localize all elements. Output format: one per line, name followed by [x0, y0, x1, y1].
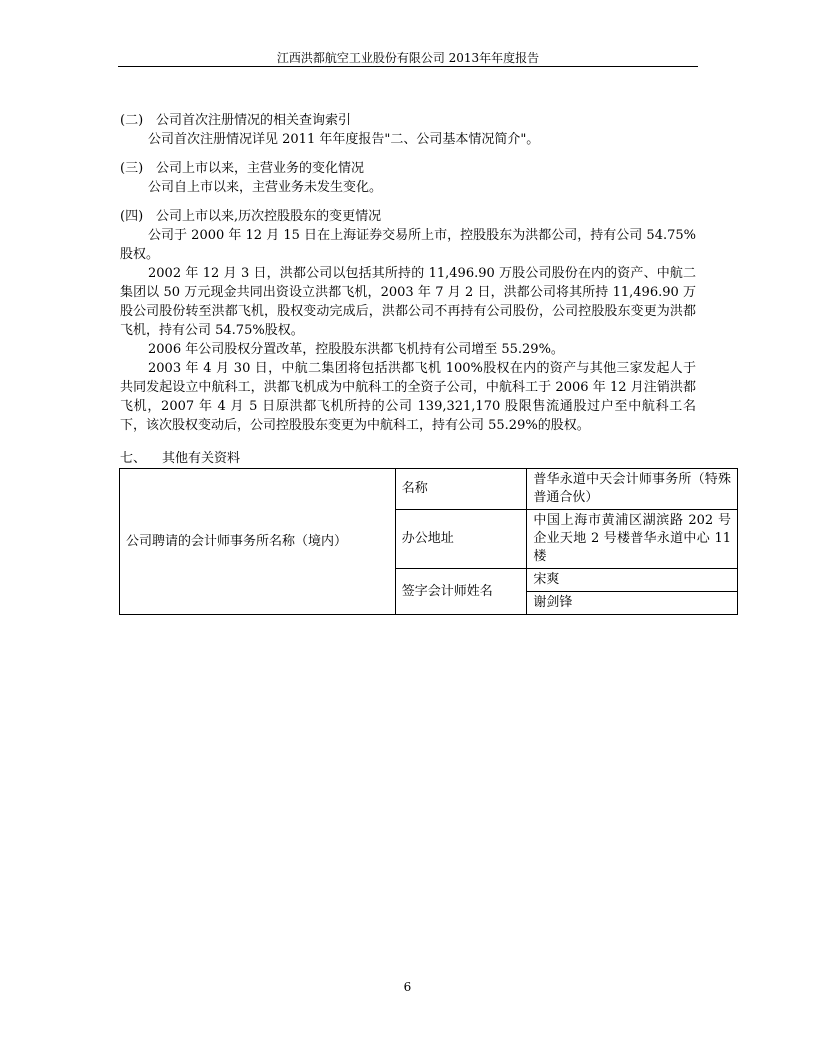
section-2: [120, 111, 696, 149]
section-3-body: 公司自上市以来，主营业务未发生变化。: [148, 180, 383, 195]
page-header: 江西洪都航空工业股份有限公司 2013年年度报告: [276, 51, 540, 65]
page-number: 6: [403, 980, 412, 994]
section-3: [120, 159, 696, 197]
signing-accountant-1: 宋爽: [527, 569, 738, 592]
section-4-paragraph-3: 2006 年公司股权分置改革，控股股东洪都飞机持有公司增至 55.29%。: [148, 342, 564, 357]
section-4-number: (四): [120, 209, 144, 224]
section-4: [120, 207, 696, 435]
document-body: [120, 111, 696, 468]
section-2-heading: 公司首次注册情况的相关查询索引: [156, 113, 352, 128]
office-address-label: 办公地址: [395, 510, 527, 569]
section-4-paragraph-4: 2003 年 4 月 30 日，中航二集团将包括洪都飞机 100%股权在内的资产与其他三家发起人于共同发起设立中航科工，洪都飞机成为中航科工的全资子公司，中航科工于 2006 年 12 月注销洪都飞机，2007 年 4 月 5 日原洪都飞机所持的公司 139,321,170 股限售流通股过户至中航科工名下，该次股权变动后，公司控股股东变更为中航科工，持有公司 55.29%的股权。: [120, 361, 696, 433]
section-4-title: [120, 207, 696, 226]
section-4-paragraph-2: 2002 年 12 月 3 日，洪都公司以包括其所持的 11,496.90 万股公司股份在内的资产、中航二集团以 50 万元现金共同出资设立洪都飞机，2003 年 7 月 2 日，洪都公司将其所持 11,496.90 万股公司股份转至洪都飞机，股权变动完成后，洪都公司不再持有公司股份，公司控股股东变更为洪都飞机，持有公司 54.75%股权。: [120, 266, 696, 338]
section-3-number: (三): [120, 161, 144, 176]
signing-accountant-label: 签字会计师姓名: [395, 569, 527, 615]
firm-category-label: 公司聘请的会计师事务所名称（境内）: [120, 469, 396, 615]
office-address-value: 中国上海市黄浦区湖滨路 202 号企业天地 2 号楼普华永道中心 11 楼: [527, 510, 738, 569]
section-7-number: 七、: [120, 451, 147, 466]
section-2-body: 公司首次注册情况详见 2011 年年度报告"二、公司基本情况简介"。: [148, 132, 540, 147]
section-7-heading: 其他有关资料: [162, 451, 241, 466]
section-2-title: [120, 111, 696, 130]
firm-name-value: 普华永道中天会计师事务所（特殊普通合伙）: [527, 469, 738, 510]
section-2-number: (二): [120, 113, 144, 128]
section-3-title: [120, 159, 696, 178]
section-4-paragraph-1: 公司于 2000 年 12 月 15 日在上海证券交易所上市，控股股东为洪都公司，持有公司 54.75%股权。: [120, 228, 696, 262]
section-7-title: [120, 449, 696, 468]
header-rule: [118, 66, 698, 67]
firm-name-label: 名称: [395, 469, 527, 510]
signing-accountant-2: 谢剑锋: [527, 592, 738, 615]
accounting-firm-table: [119, 468, 738, 615]
section-3-heading: 公司上市以来，主营业务的变化情况: [156, 161, 365, 176]
section-4-heading: 公司上市以来,历次控股股东的变更情况: [156, 209, 382, 224]
